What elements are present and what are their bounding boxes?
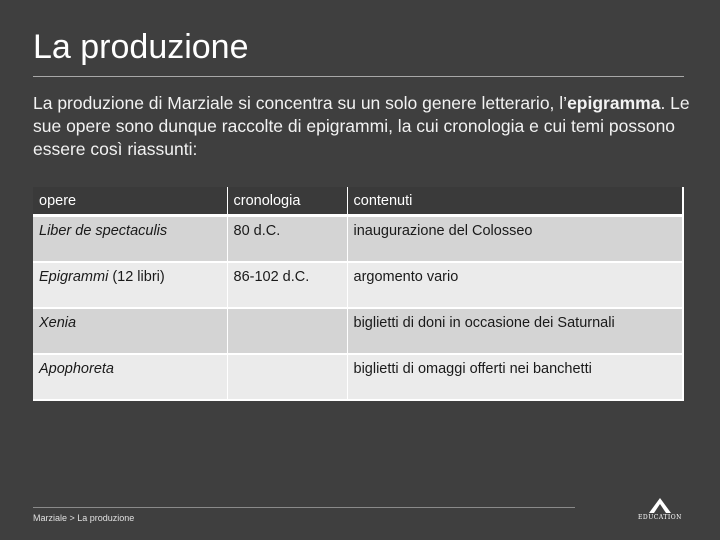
cell-work: [33, 262, 227, 308]
header-contenuti: contenuti: [347, 187, 683, 216]
cell-content: inaugurazione del Colosseo: [347, 216, 683, 263]
header-cronologia: cronologia: [227, 187, 347, 216]
work-title: Epigrammi: [39, 269, 109, 285]
cell-work: [33, 308, 227, 354]
logo-text: EDUCATION: [638, 514, 682, 521]
work-title: Apophoreta: [39, 361, 114, 377]
works-table: [33, 187, 684, 401]
intro-text-part2: . Le sue opere sono dunque raccolte di epigrammi, la cui cronologia e cui temi possono essere così riassunti:: [33, 93, 690, 159]
publisher-logo: [636, 498, 684, 524]
footer-breadcrumb: Marziale > La produzione: [33, 513, 135, 523]
footer-divider: [33, 507, 575, 508]
cell-date: 80 d.C.: [227, 216, 347, 263]
table-header-row: [33, 187, 683, 216]
work-extra: (12 libri): [108, 269, 165, 285]
table-row: [33, 262, 683, 308]
title-divider: [33, 76, 684, 77]
header-opere: opere: [33, 187, 227, 216]
cell-work: [33, 354, 227, 400]
cell-content: argomento vario: [347, 262, 683, 308]
table-row: [33, 308, 683, 354]
table-row: [33, 216, 683, 263]
cell-content: biglietti di doni in occasione dei Saturnali: [347, 308, 683, 354]
cell-work: [33, 216, 227, 263]
intro-highlight: epigramma: [567, 93, 661, 113]
cell-date: 86-102 d.C.: [227, 262, 347, 308]
table-row: [33, 354, 683, 400]
cell-date: [227, 308, 347, 354]
page-title: La produzione: [33, 28, 249, 66]
work-title: Liber de spectaculis: [39, 223, 168, 239]
intro-text-part1: La produzione di Marziale si concentra su un solo genere letterario, l’: [33, 93, 568, 113]
cell-content: biglietti di omaggi offerti nei banchetti: [347, 354, 683, 400]
intro-paragraph: [33, 92, 693, 161]
cell-date: [227, 354, 347, 400]
mondadori-a-logo-icon: [649, 498, 671, 513]
work-title: Xenia: [39, 315, 77, 331]
